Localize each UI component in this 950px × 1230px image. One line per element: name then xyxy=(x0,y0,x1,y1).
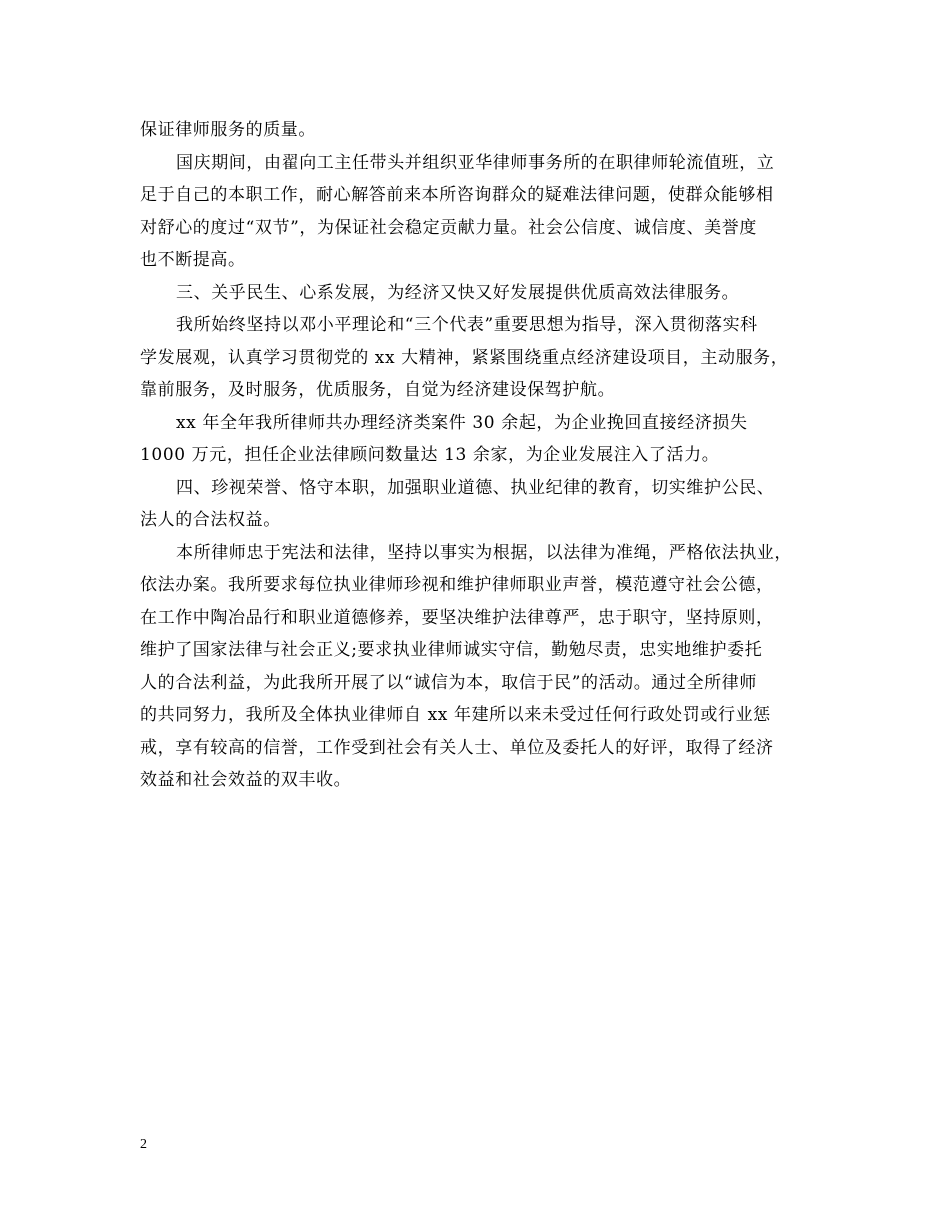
text-line: 学发展观，认真学习贯彻党的 xx 大精神，紧紧围绕重点经济建设项目，主动服务， xyxy=(140,347,789,368)
section-heading-continuation: 法人的合法权益。 xyxy=(140,510,281,530)
text-line: 效益和社会效益的双丰收。 xyxy=(140,770,352,790)
text-line: 依法办案。我所要求每位执业律师珍视和维护律师职业声誉，模范遵守社会公德， xyxy=(140,575,774,595)
text-line: 足于自己的本职工作，耐心解答前来本所咨询群众的疑难法律问题，使群众能够相 xyxy=(140,185,774,205)
text-line: 靠前服务，及时服务，优质服务，自觉为经济建设保驾护航。 xyxy=(140,380,616,400)
document-body xyxy=(140,114,830,797)
text-line: 戒，享有较高的信誉，工作受到社会有关人士、单位及委托人的好评，取得了经济 xyxy=(140,737,774,758)
page-number: 2 xyxy=(140,1137,147,1152)
text-line: 对舒心的度过“双节”，为保证社会稳定贡献力量。社会公信度、诚信度、美誉度 xyxy=(140,217,757,238)
text-line: 1000 万元，担任企业法律顾问数量达 13 余家，为企业发展注入了活力。 xyxy=(140,445,720,465)
text-line: xx 年全年我所律师共办理经济类案件 30 余起，为企业挽回直接经济损失 xyxy=(176,412,748,433)
text-line: 的共同努力，我所及全体执业律师自 xx 年建所以来未受过任何行政处罚或行业惩 xyxy=(140,705,771,725)
text-line: 在工作中陶冶品行和职业道德修养，要坚决维护法律尊严，忠于职守，坚持原则， xyxy=(140,607,774,628)
section-heading: 三、关乎民生、心系发展，为经济又快又好发展提供优质高效法律服务。 xyxy=(176,282,740,303)
text-line: 国庆期间，由翟向工主任带头并组织亚华律师事务所的在职律师轮流值班，立 xyxy=(176,152,775,173)
text-line: 本所律师忠于宪法和法律，坚持以事实为根据，以法律为准绳，严格依法执业， xyxy=(176,542,792,563)
text-line: 人的合法利益，为此我所开展了以“诚信为本，取信于民”的活动。通过全所律师 xyxy=(140,672,757,693)
text-line: 我所始终坚持以邓小平理论和“三个代表”重要思想为指导，深入贯彻落实科 xyxy=(176,315,758,335)
text-line: 也不断提高。 xyxy=(140,250,246,270)
section-heading: 四、珍视荣誉、恪守本职，加强职业道德、执业纪律的教育，切实维护公民、 xyxy=(176,477,775,498)
text-line: 保证律师服务的质量。 xyxy=(140,120,316,140)
text-line: 维护了国家法律与社会正义;要求执业律师诚实守信，勤勉尽责，忠实地维护委托 xyxy=(140,640,763,660)
